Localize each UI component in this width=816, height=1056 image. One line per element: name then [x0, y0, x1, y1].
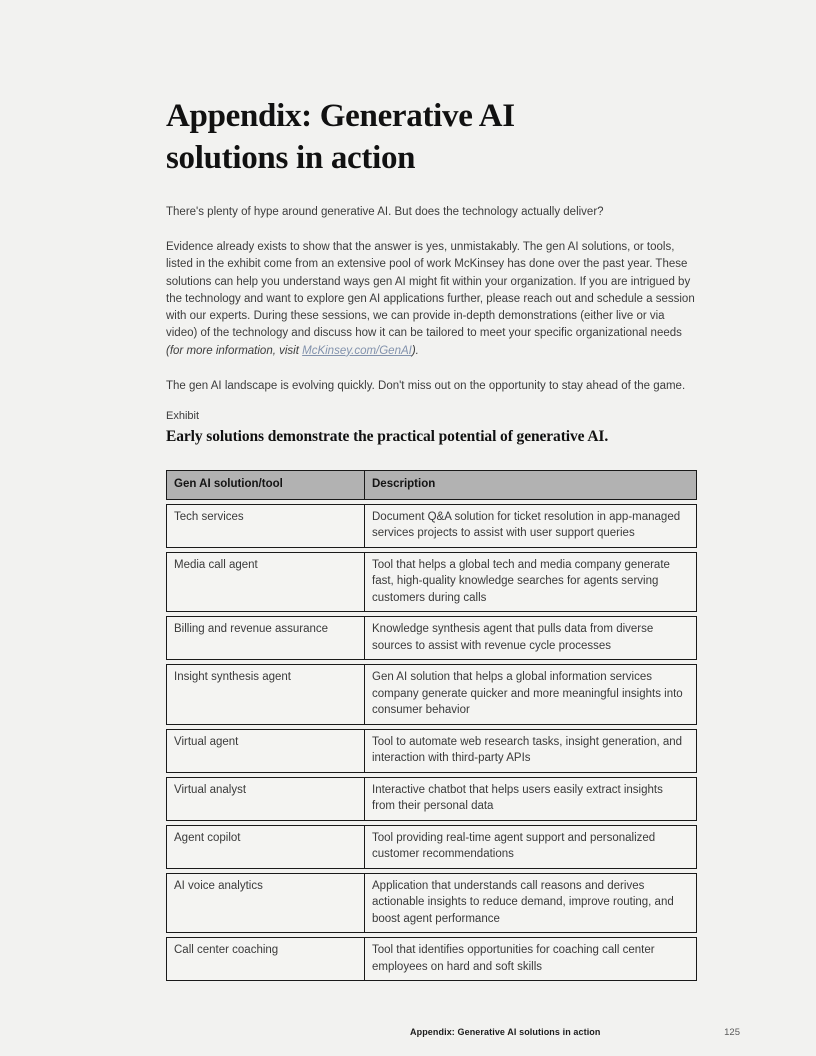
table-row — [166, 873, 697, 934]
table-row — [166, 937, 697, 981]
table-row — [166, 552, 697, 613]
description-cell: Interactive chatbot that helps users easily extract insights from their personal data — [372, 783, 663, 812]
italic-pre-text: (for more information, visit — [166, 344, 303, 357]
table-header-row — [166, 470, 697, 500]
tool-cell: Call center coaching — [167, 938, 365, 980]
description-cell: Application that understands call reasons and derives actionable insights to reduce demand, improve routing, and boost agent performance — [372, 879, 674, 925]
exhibit-title: Early solutions demonstrate the practical potential of generative AI. — [166, 428, 609, 445]
exhibit-label: Exhibit — [166, 410, 200, 422]
description-cell: Knowledge synthesis agent that pulls data from diverse sources to assist with revenue cycle processes — [372, 623, 654, 652]
mckinsey-genai-link[interactable]: McKinsey.com/GenAI — [302, 344, 412, 357]
description-cell: Tool that identifies opportunities for coaching call center employees on hard and soft skills — [372, 944, 655, 973]
description-cell: Gen AI solution that helps a global information services company generate quicker and more meaningful insights into consumer behavior — [372, 671, 683, 716]
footer-running-title: Appendix: Generative AI solutions in action — [410, 1027, 601, 1037]
tool-cell: Virtual analyst — [167, 778, 365, 820]
intro-paragraph: There's plenty of hype around generative AI. But does the technology actually deliver? — [166, 206, 604, 218]
table-row — [166, 664, 697, 725]
page-title: Appendix: Generative AI solutions in action — [166, 98, 515, 176]
table-row — [166, 504, 697, 548]
description-cell: Tool providing real-time agent support and personalized customer recommendations — [372, 831, 656, 860]
table-header-description: Description — [372, 478, 436, 490]
tool-cell: Billing and revenue assurance — [167, 617, 365, 659]
description-cell: Document Q&A solution for ticket resolution in app-managed services projects to assist with user support queries — [372, 510, 681, 539]
tool-cell: Agent copilot — [167, 826, 365, 868]
tool-cell: Insight synthesis agent — [167, 665, 365, 724]
tool-cell: Tech services — [167, 505, 365, 547]
table-row — [166, 825, 697, 869]
body-paragraph — [166, 239, 697, 360]
italic-post-text: ). — [411, 344, 419, 357]
closing-paragraph: The gen AI landscape is evolving quickly. Don't miss out on the opportunity to stay ahead of the game. — [166, 380, 686, 392]
body-paragraph-text: Evidence already exists to show that the answer is yes, unmistakably. The gen AI solutions, or tools, listed in the exhibit come from an extensive pool of work McKinsey has done over the past year. These solutions can help you understand ways gen AI might fit within your organization. If you are intrigued by the technology and want to explore gen AI applications further, please reach out and schedule a session with our experts. During these sessions, we can provide in-depth demonstrations (either live or via video) of the technology and discuss how it can be tailored to meet your specific organizational needs — [166, 241, 695, 340]
tool-cell: Media call agent — [167, 553, 365, 612]
table-row — [166, 729, 697, 773]
tool-cell: AI voice analytics — [167, 874, 365, 933]
description-cell: Tool that helps a global tech and media company generate fast, high-quality knowledge searches for agents serving customers during calls — [372, 558, 670, 604]
tool-cell: Virtual agent — [167, 730, 365, 772]
exhibit-table — [166, 470, 697, 985]
description-cell: Tool to automate web research tasks, insight generation, and interaction with third-party APIs — [372, 735, 683, 764]
table-row — [166, 777, 697, 821]
table-row — [166, 616, 697, 660]
footer-page-number: 125 — [724, 1027, 740, 1038]
body-paragraph-italic — [166, 345, 419, 357]
table-header-tool: Gen AI solution/tool — [167, 471, 365, 499]
